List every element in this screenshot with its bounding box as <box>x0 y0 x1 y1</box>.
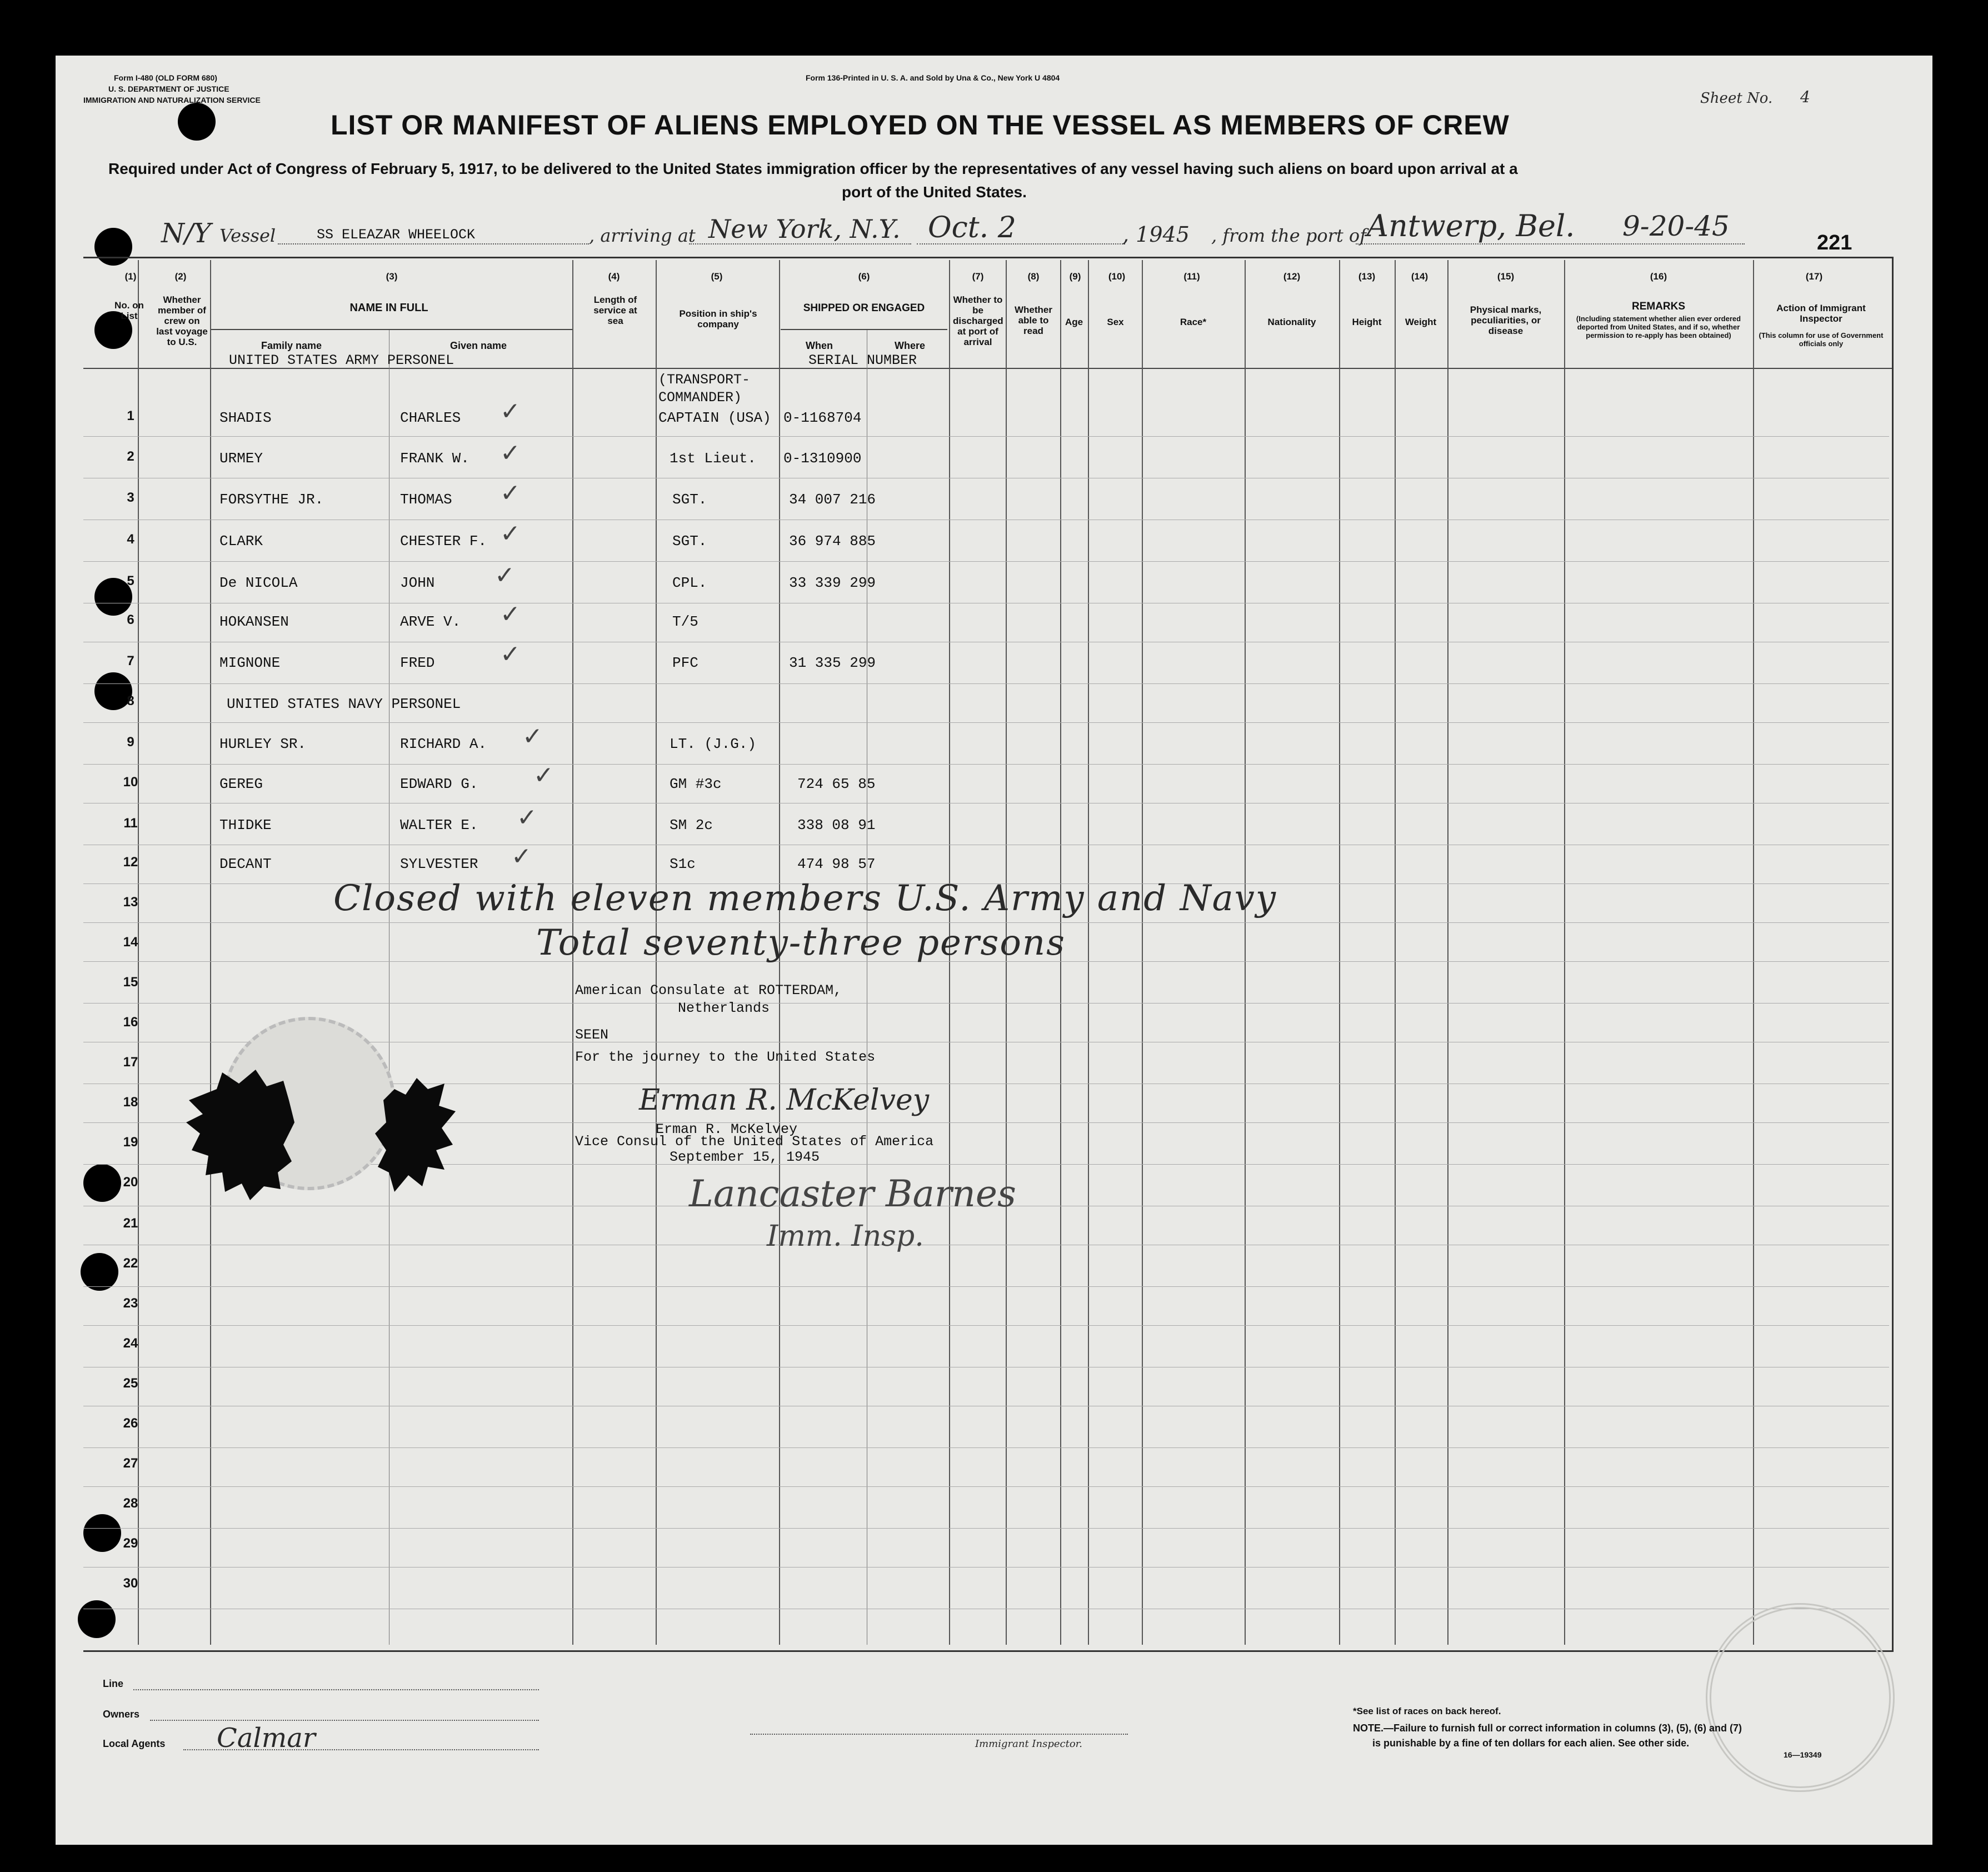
line-label: Line <box>103 1678 124 1689</box>
row-number: 9 <box>127 735 134 750</box>
row-number: 17 <box>123 1055 138 1070</box>
position: SM 2c <box>670 817 713 833</box>
col-label: Race* <box>1180 317 1207 327</box>
family-name: DECANT <box>219 856 272 872</box>
vessel-name: SS ELEAZAR WHEELOCK <box>317 227 476 243</box>
col-label: Weight <box>1405 317 1437 327</box>
given-name: SYLVESTER <box>400 856 478 872</box>
check-mark-icon: ✓ <box>500 479 521 507</box>
position: GM #3c <box>670 776 722 792</box>
given-name: THOMAS <box>400 491 452 508</box>
total-persons-note: Total seventy-three persons <box>536 922 1066 964</box>
row-number: 6 <box>127 612 134 627</box>
page-subtitle: Required under Act of Congress of February 5, 1917, to be delivered to the United States immigration officer by the representatives of any vessel having such aliens on board upon arrival at a <box>108 160 1518 177</box>
serial-number: 0-1310900 <box>783 450 862 467</box>
penalty-note-2: is punishable by a fine of ten dollars for each alien. See other side. <box>1372 1738 1690 1749</box>
when-header: When <box>806 340 833 351</box>
family-name: GEREG <box>219 776 263 792</box>
row-number: 3 <box>127 490 134 505</box>
check-mark-icon: ✓ <box>533 761 554 790</box>
punch-hole <box>178 103 216 141</box>
action-note: (This column for use of Government officials only <box>1759 331 1884 348</box>
army-section-heading: UNITED STATES ARMY PERSONEL <box>229 352 454 368</box>
row-number: 11 <box>123 816 138 831</box>
serial-number: 0-1168704 <box>783 410 862 426</box>
check-mark-icon: ✓ <box>500 397 521 426</box>
row-number: 10 <box>123 775 138 790</box>
local-agents-label: Local Agents <box>103 1738 166 1749</box>
col-num: (9) <box>1069 271 1081 282</box>
given-name: RICHARD A. <box>400 736 487 752</box>
handwritten-mark: N/Y <box>161 218 211 249</box>
arrival-date: Oct. 2 <box>928 211 1016 244</box>
family-name: CLARK <box>219 533 263 550</box>
serial-number: 34 007 216 <box>789 491 876 508</box>
row-number: 22 <box>123 1256 138 1271</box>
consul-name: Erman R. McKelvey <box>656 1121 798 1137</box>
col-label: Sex <box>1107 317 1124 327</box>
position: 1st Lieut. <box>670 450 757 467</box>
check-mark-icon: ✓ <box>511 842 532 871</box>
col-label: SHIPPED OR ENGAGED <box>803 302 925 314</box>
check-mark-icon: ✓ <box>500 640 521 668</box>
check-mark-icon: ✓ <box>500 520 521 548</box>
form-number: Form I-480 (OLD FORM 680) <box>114 73 217 82</box>
sheet-label: Sheet No. <box>1700 90 1773 107</box>
immigration-stamp-icon <box>1706 1603 1895 1792</box>
family-name: MIGNONE <box>219 655 281 671</box>
owners-label: Owners <box>103 1709 140 1720</box>
sheet-number: 4 <box>1800 88 1810 106</box>
arrival-year: , 1945 <box>1122 222 1190 247</box>
row-number: 28 <box>123 1496 138 1511</box>
check-mark-icon: ✓ <box>522 722 543 751</box>
col-label: Whether able to read <box>1015 304 1052 336</box>
col-label: Position in ship's company <box>679 308 757 330</box>
position: LT. (J.G.) <box>670 736 757 752</box>
col-num: (10) <box>1108 271 1126 282</box>
races-note: *See list of races on back hereof. <box>1353 1706 1501 1716</box>
row-number: 1 <box>127 408 134 423</box>
col-label: Age <box>1065 317 1083 327</box>
col-num: (17) <box>1805 271 1823 282</box>
col-label: NAME IN FULL <box>349 302 428 314</box>
from-port-label: , from the port of <box>1211 225 1367 246</box>
col-num: (11) <box>1183 271 1200 282</box>
given-name: CHESTER F. <box>400 533 487 550</box>
col-num: (16) <box>1650 271 1667 282</box>
family-name: De NICOLA <box>219 575 298 591</box>
col-label: Length of service at sea <box>593 294 637 326</box>
check-mark-icon: ✓ <box>517 803 537 832</box>
departure-port: Antwerp, Bel. <box>1367 208 1575 243</box>
family-name: FORSYTHE JR. <box>219 491 324 508</box>
family-name-header: Family name <box>261 340 322 351</box>
serial-number: 31 335 299 <box>789 655 876 671</box>
department-name: U. S. DEPARTMENT OF JUSTICE <box>108 84 229 93</box>
col-label: Action of Immigrant Inspector <box>1776 303 1866 324</box>
serial-number-header: SERIAL NUMBER <box>808 352 917 368</box>
row-number: 20 <box>123 1175 138 1190</box>
row-number: 13 <box>123 895 138 910</box>
family-name: SHADIS <box>219 410 272 426</box>
printer-line: Form 136-Printed in U. S. A. and Sold by Una & Co., New York U 4804 <box>806 73 1060 82</box>
arrival-port: New York, N.Y. <box>708 214 901 244</box>
family-name: THIDKE <box>219 817 272 833</box>
position: SGT. <box>672 491 707 508</box>
journey-line: For the journey to the United States <box>575 1049 876 1065</box>
departure-date: 9-20-45 <box>1622 210 1730 242</box>
page-subtitle-2: port of the United States. <box>842 183 1027 201</box>
row-number: 27 <box>123 1456 138 1471</box>
col-num: (14) <box>1411 271 1428 282</box>
col-label: Whether to be discharged at port of arrival <box>953 294 1003 347</box>
page-stamp-number: 221 <box>1817 231 1852 254</box>
given-name: JOHN <box>400 575 435 591</box>
given-name-header: Given name <box>450 340 507 351</box>
serial-number: 474 98 57 <box>797 856 876 872</box>
page-title: LIST OR MANIFEST OF ALIENS EMPLOYED ON THE VESSEL AS MEMBERS OF CREW <box>331 109 1510 141</box>
row-number: 15 <box>123 975 138 990</box>
family-name: URMEY <box>219 450 263 467</box>
col-num: (7) <box>972 271 984 282</box>
position: CPL. <box>672 575 707 591</box>
col-label: REMARKS <box>1631 301 1686 312</box>
consul-signature: Erman R. McKelvey <box>639 1084 930 1117</box>
service-name: IMMIGRATION AND NATURALIZATION SERVICE <box>83 96 261 104</box>
row-number: 8 <box>127 693 134 708</box>
col-num: (1) <box>124 271 137 282</box>
row-number: 21 <box>123 1216 138 1231</box>
seal-ribbon-icon <box>183 1067 472 1206</box>
where-header: Where <box>895 340 926 351</box>
position: SGT. <box>672 533 707 550</box>
position: PFC <box>672 655 698 671</box>
consulate-line: American Consulate at ROTTERDAM, <box>575 982 842 999</box>
check-mark-icon: ✓ <box>494 561 515 590</box>
row-number: 5 <box>127 573 134 588</box>
row-number: 16 <box>123 1015 138 1030</box>
row-number: 12 <box>123 855 138 870</box>
given-name: CHARLES <box>400 410 461 426</box>
row-number: 24 <box>123 1336 138 1351</box>
local-agents-value: Calmar <box>217 1723 316 1754</box>
col-num: (2) <box>174 271 187 282</box>
seen-stamp: SEEN <box>575 1027 609 1043</box>
position: T/5 <box>672 613 698 630</box>
inspector-title: Imm. Insp. <box>767 1220 924 1253</box>
given-name: FRED <box>400 655 435 671</box>
row-number: 18 <box>123 1095 138 1110</box>
row-number: 2 <box>127 449 134 464</box>
check-mark-icon: ✓ <box>500 439 521 467</box>
consul-title: Vice Consul of the United States of America <box>575 1134 934 1150</box>
row-number: 25 <box>123 1376 138 1391</box>
vessel-label: Vessel <box>219 225 276 246</box>
penalty-note: NOTE.—Failure to furnish full or correct information in columns (3), (5), (6) and (7) <box>1353 1723 1742 1734</box>
given-name: FRANK W. <box>400 450 469 467</box>
col-num: (15) <box>1497 271 1515 282</box>
row-number: 14 <box>123 935 138 950</box>
row-number: 29 <box>123 1536 138 1551</box>
transport-commander-note: (TRANSPORT- COMMANDER) <box>658 372 751 406</box>
serial-number: 33 339 299 <box>789 575 876 591</box>
family-name: HOKANSEN <box>219 613 289 630</box>
given-name: ARVE V. <box>400 613 461 630</box>
row-number: 30 <box>123 1576 138 1591</box>
immigrant-inspector-label: Immigrant Inspector. <box>975 1738 1083 1750</box>
form-code: 16—19349 <box>1784 1750 1822 1759</box>
given-name: WALTER E. <box>400 817 478 833</box>
closing-note: Closed with eleven members U.S. Army and Navy <box>333 878 1277 919</box>
position: CAPTAIN (USA) <box>658 410 771 426</box>
col-label: Nationality <box>1267 317 1316 327</box>
navy-section-heading: UNITED STATES NAVY PERSONEL <box>227 696 461 712</box>
serial-number: 724 65 85 <box>797 776 876 792</box>
row-number: 26 <box>123 1416 138 1431</box>
col-label: No. on List <box>114 300 144 321</box>
inspector-signature: Lancaster Barnes <box>689 1172 1016 1215</box>
family-name: HURLEY SR. <box>219 736 307 752</box>
col-num: (6) <box>858 271 870 282</box>
arriving-label: , arriving at <box>589 225 696 246</box>
col-num: (3) <box>386 271 398 282</box>
col-num: (4) <box>608 271 620 282</box>
serial-number: 338 08 91 <box>797 817 876 833</box>
col-label: Height <box>1352 317 1382 327</box>
col-num: (8) <box>1027 271 1040 282</box>
row-number: 4 <box>127 532 134 547</box>
col-num: (12) <box>1283 271 1301 282</box>
row-number: 23 <box>123 1296 138 1311</box>
remarks-note: (Including statement whether alien ever ordered deported from United States, and if so, whether permission to re-apply has been obtained) <box>1576 315 1741 340</box>
row-number: 19 <box>123 1135 138 1150</box>
row-number: 7 <box>127 653 134 668</box>
position: S1c <box>670 856 696 872</box>
consulate-country: Netherlands <box>678 1000 770 1016</box>
col-num: (13) <box>1358 271 1376 282</box>
serial-number: 36 974 885 <box>789 533 876 550</box>
check-mark-icon: ✓ <box>500 600 521 628</box>
col-num: (5) <box>711 271 723 282</box>
consul-date: September 15, 1945 <box>670 1149 820 1165</box>
given-name: EDWARD G. <box>400 776 478 792</box>
col-label: Whether member of crew on last voyage to U.S. <box>156 294 208 347</box>
col-label: Physical marks, peculiarities, or disease <box>1470 304 1542 336</box>
